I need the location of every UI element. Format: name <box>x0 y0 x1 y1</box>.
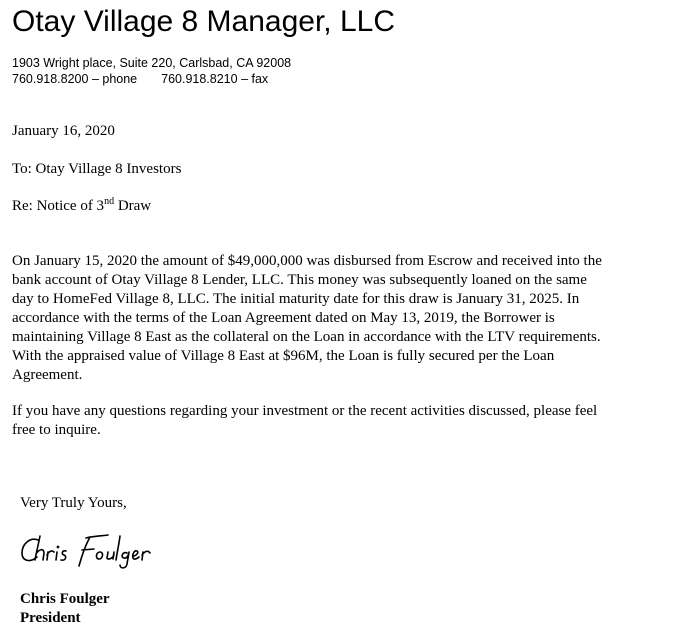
signer-title: President <box>20 610 81 626</box>
company-name: Otay Village 8 Manager, LLC <box>12 5 396 38</box>
signer-name: Chris Foulger <box>20 591 110 607</box>
closing-salutation: Very Truly Yours, <box>20 495 127 511</box>
paragraph-line: maintaining Village 8 East as the collateral on the Loan in accordance with the LTV requirements. <box>12 329 601 345</box>
paragraph-line: If you have any questions regarding your investment or the recent activities discussed, please feel <box>12 403 598 419</box>
handwritten-signature <box>16 528 166 570</box>
paragraph-line: day to HomeFed Village 8, LLC. The initial maturity date for this draw is January 31, 2025. In <box>12 291 580 307</box>
phone-number: 760.918.8200 – phone <box>12 72 138 86</box>
paragraph-line: accordance with the terms of the Loan Agreement dated on May 13, 2019, the Borrower is <box>12 310 555 326</box>
contact-line <box>12 71 268 87</box>
paragraph-line: On January 15, 2020 the amount of $49,000,000 was disbursed from Escrow and received into the <box>12 253 602 269</box>
subject-superscript: nd <box>104 196 115 207</box>
paragraph-line: With the appraised value of Village 8 East at $96M, the Loan is fully secured per the Loan <box>12 348 555 364</box>
body-paragraph-1 <box>12 252 662 385</box>
subject-line <box>12 197 151 216</box>
paragraph-line: bank account of Otay Village 8 Lender, LLC. This money was subsequently loaned on the same <box>12 272 587 288</box>
subject-suffix: Draw <box>114 198 152 214</box>
paragraph-line: Agreement. <box>12 367 83 383</box>
recipient-line: To: Otay Village 8 Investors <box>12 161 182 177</box>
subject-prefix: Re: Notice of 3 <box>12 198 105 214</box>
body-paragraph-2 <box>12 402 662 440</box>
letter-date: January 16, 2020 <box>12 123 115 139</box>
fax-number: 760.918.8210 – fax <box>161 72 269 86</box>
company-address: 1903 Wright place, Suite 220, Carlsbad, CA 92008 <box>12 56 292 70</box>
paragraph-line: free to inquire. <box>12 422 101 438</box>
